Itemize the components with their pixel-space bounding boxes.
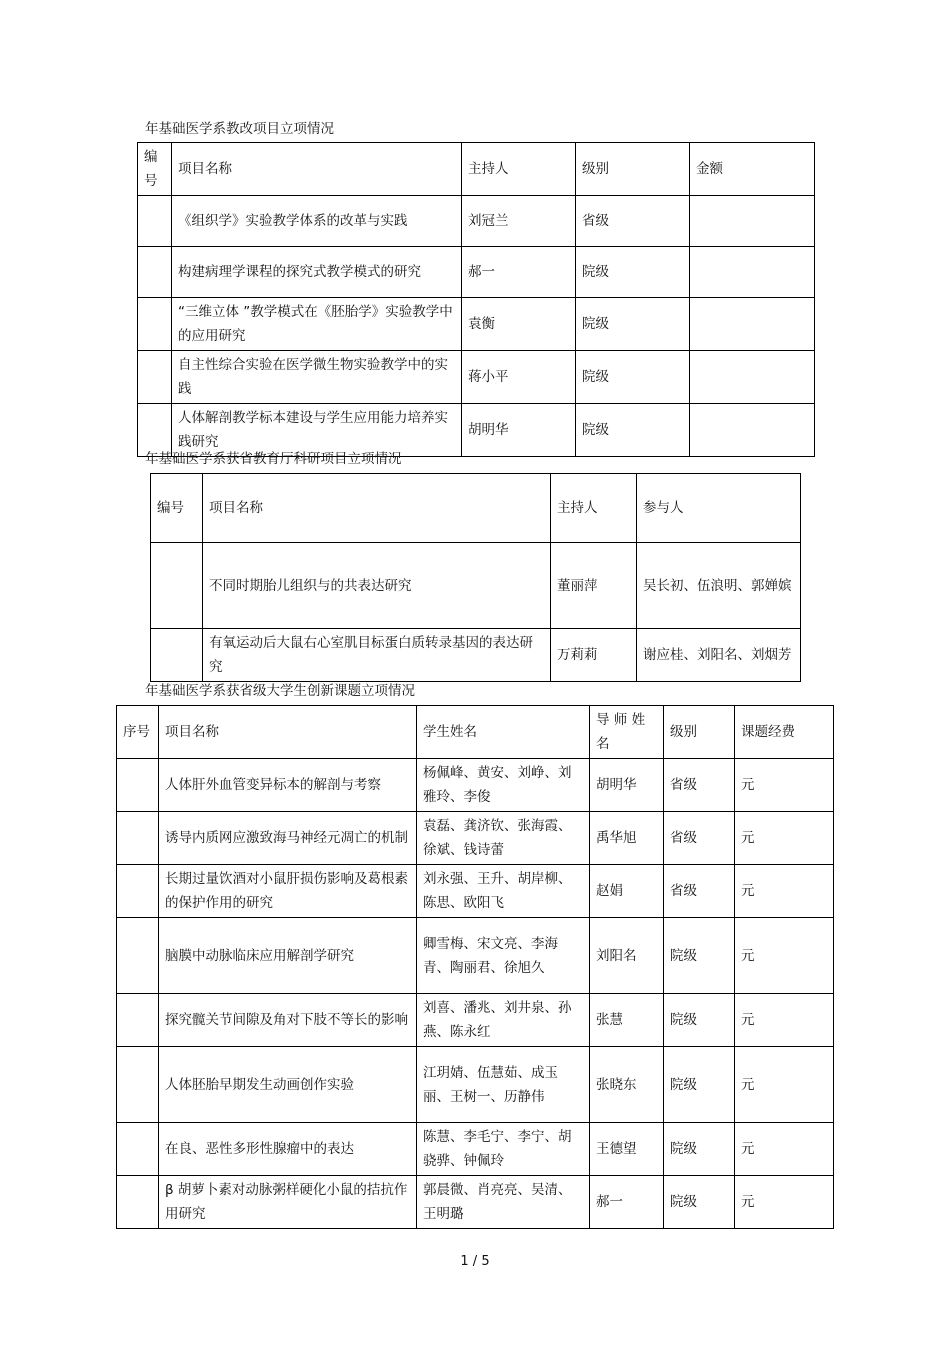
cell-project-name: 诱导内质网应激致海马神经元凋亡的机制 xyxy=(159,812,417,865)
cell-students: 卿雪梅、宋文亮、李海青、陶丽君、徐旭久 xyxy=(417,918,590,994)
cell-project-name: 人体解剖教学标本建设与学生应用能力培养实践研究 xyxy=(172,404,462,457)
header-level: 级别 xyxy=(576,143,690,196)
cell-project-name: 人体肝外血管变异标本的解剖与考察 xyxy=(159,759,417,812)
cell-project-name: 《组织学》实验教学体系的改革与实践 xyxy=(172,196,462,247)
cell-host: 蒋小平 xyxy=(462,351,576,404)
cell-level: 省级 xyxy=(576,196,690,247)
cell-no xyxy=(138,247,172,298)
table-row xyxy=(117,1123,834,1176)
cell-fund: 元 xyxy=(735,1047,834,1123)
cell-level: 院级 xyxy=(664,994,735,1047)
cell-no xyxy=(138,351,172,404)
cell-amount xyxy=(690,298,815,351)
cell-level: 省级 xyxy=(664,865,735,918)
header-project-name: 项目名称 xyxy=(172,143,462,196)
cell-project-name: 不同时期胎儿组织与的共表达研究 xyxy=(203,543,551,629)
header-no: 编号 xyxy=(151,474,203,543)
cell-fund: 元 xyxy=(735,865,834,918)
cell-no xyxy=(138,404,172,457)
cell-host: 刘冠兰 xyxy=(462,196,576,247)
header-mentor: 导 师 姓名 xyxy=(590,706,664,759)
cell-mentor: 刘阳名 xyxy=(590,918,664,994)
header-host: 主持人 xyxy=(462,143,576,196)
cell-students: 刘喜、潘兆、刘井泉、孙燕、陈永红 xyxy=(417,994,590,1047)
cell-no xyxy=(151,543,203,629)
header-fund: 课题经费 xyxy=(735,706,834,759)
cell-level: 院级 xyxy=(664,1047,735,1123)
table-row xyxy=(117,1176,834,1229)
table-header-row xyxy=(151,474,801,543)
cell-amount xyxy=(690,196,815,247)
cell-mentor: 赵娟 xyxy=(590,865,664,918)
cell-no xyxy=(117,812,159,865)
header-no: 编号 xyxy=(138,143,172,196)
table-row xyxy=(151,629,801,682)
research-project-table xyxy=(150,473,801,682)
table-row xyxy=(117,865,834,918)
section1-caption: 年基础医学系教改项目立项情况 xyxy=(145,121,334,137)
header-students: 学生姓名 xyxy=(417,706,590,759)
cell-level: 省级 xyxy=(664,759,735,812)
cell-no xyxy=(117,994,159,1047)
header-host: 主持人 xyxy=(551,474,637,543)
cell-host: 胡明华 xyxy=(462,404,576,457)
cell-fund: 元 xyxy=(735,994,834,1047)
cell-mentor: 胡明华 xyxy=(590,759,664,812)
cell-host: 郝一 xyxy=(462,247,576,298)
cell-no xyxy=(117,1123,159,1176)
table-row xyxy=(117,759,834,812)
cell-no xyxy=(117,865,159,918)
cell-host: 董丽萍 xyxy=(551,543,637,629)
cell-project-name: 构建病理学课程的探究式教学模式的研究 xyxy=(172,247,462,298)
cell-no xyxy=(117,759,159,812)
cell-amount xyxy=(690,247,815,298)
header-members: 参与人 xyxy=(637,474,801,543)
table-row xyxy=(151,543,801,629)
table-row xyxy=(117,812,834,865)
cell-project-name: 脑膜中动脉临床应用解剖学研究 xyxy=(159,918,417,994)
cell-host: 万莉莉 xyxy=(551,629,637,682)
table-row xyxy=(138,298,815,351)
cell-mentor: 张晓东 xyxy=(590,1047,664,1123)
cell-project-name: 在良、恶性多形性腺瘤中的表达 xyxy=(159,1123,417,1176)
page-number: 1 / 5 xyxy=(460,1254,490,1269)
cell-fund: 元 xyxy=(735,812,834,865)
cell-mentor: 郝一 xyxy=(590,1176,664,1229)
cell-students: 陈慧、李毛宁、李宁、胡骁骅、钟佩玲 xyxy=(417,1123,590,1176)
table-row xyxy=(138,196,815,247)
cell-level: 院级 xyxy=(576,404,690,457)
cell-members: 谢应桂、刘阳名、刘烟芳 xyxy=(637,629,801,682)
cell-no xyxy=(138,196,172,247)
cell-no xyxy=(138,298,172,351)
cell-no xyxy=(117,1176,159,1229)
table-header-row xyxy=(138,143,815,196)
cell-host: 袁衡 xyxy=(462,298,576,351)
cell-students: 袁磊、龚济钦、张海霞、徐斌、钱诗蕾 xyxy=(417,812,590,865)
cell-students: 郭晨微、肖亮亮、吴清、王明璐 xyxy=(417,1176,590,1229)
header-no: 序号 xyxy=(117,706,159,759)
cell-students: 刘永强、王升、胡岸柳、陈思、欧阳飞 xyxy=(417,865,590,918)
cell-amount xyxy=(690,351,815,404)
cell-project-name: 有氧运动后大鼠右心室肌目标蛋白质转录基因的表达研究 xyxy=(203,629,551,682)
header-project-name: 项目名称 xyxy=(159,706,417,759)
cell-students: 江玥婧、伍慧茹、成玉丽、王树一、历静伟 xyxy=(417,1047,590,1123)
cell-members: 吴长初、伍浪明、郭婵嫔 xyxy=(637,543,801,629)
section2-caption: 年基础医学系获省教育厅科研项目立项情况 xyxy=(145,451,402,467)
cell-mentor: 张慧 xyxy=(590,994,664,1047)
cell-project-name: 人体胚胎早期发生动画创作实验 xyxy=(159,1047,417,1123)
cell-project-name: 长期过量饮酒对小鼠肝损伤影响及葛根素的保护作用的研究 xyxy=(159,865,417,918)
table-row xyxy=(117,1047,834,1123)
cell-fund: 元 xyxy=(735,918,834,994)
cell-level: 院级 xyxy=(664,1123,735,1176)
table-header-row xyxy=(117,706,834,759)
cell-level: 院级 xyxy=(664,918,735,994)
student-innovation-table xyxy=(116,705,834,1229)
cell-level: 院级 xyxy=(576,298,690,351)
cell-level: 院级 xyxy=(576,351,690,404)
cell-fund: 元 xyxy=(735,759,834,812)
cell-no xyxy=(117,918,159,994)
header-level: 级别 xyxy=(664,706,735,759)
header-project-name: 项目名称 xyxy=(203,474,551,543)
cell-level: 院级 xyxy=(576,247,690,298)
cell-project-name: 自主性综合实验在医学微生物实验教学中的实践 xyxy=(172,351,462,404)
cell-fund: 元 xyxy=(735,1123,834,1176)
cell-students: 杨佩峰、黄安、刘峥、刘雅玲、李俊 xyxy=(417,759,590,812)
cell-level: 院级 xyxy=(664,1176,735,1229)
table-row xyxy=(138,404,815,457)
header-amount: 金额 xyxy=(690,143,815,196)
table-row xyxy=(117,994,834,1047)
table-row xyxy=(117,918,834,994)
cell-no xyxy=(117,1047,159,1123)
cell-fund: 元 xyxy=(735,1176,834,1229)
table-row xyxy=(138,247,815,298)
cell-project-name: β 胡萝卜素对动脉粥样硬化小鼠的拮抗作用研究 xyxy=(159,1176,417,1229)
cell-mentor: 王德望 xyxy=(590,1123,664,1176)
cell-project-name: “三维立体 ”教学模式在《胚胎学》实验教学中的应用研究 xyxy=(172,298,462,351)
teaching-reform-table xyxy=(137,142,815,457)
cell-amount xyxy=(690,404,815,457)
cell-project-name: 探究髋关节间隙及角对下肢不等长的影响 xyxy=(159,994,417,1047)
cell-mentor: 禹华旭 xyxy=(590,812,664,865)
cell-no xyxy=(151,629,203,682)
cell-level: 省级 xyxy=(664,812,735,865)
section3-caption: 年基础医学系获省级大学生创新课题立项情况 xyxy=(145,683,415,699)
table-row xyxy=(138,351,815,404)
